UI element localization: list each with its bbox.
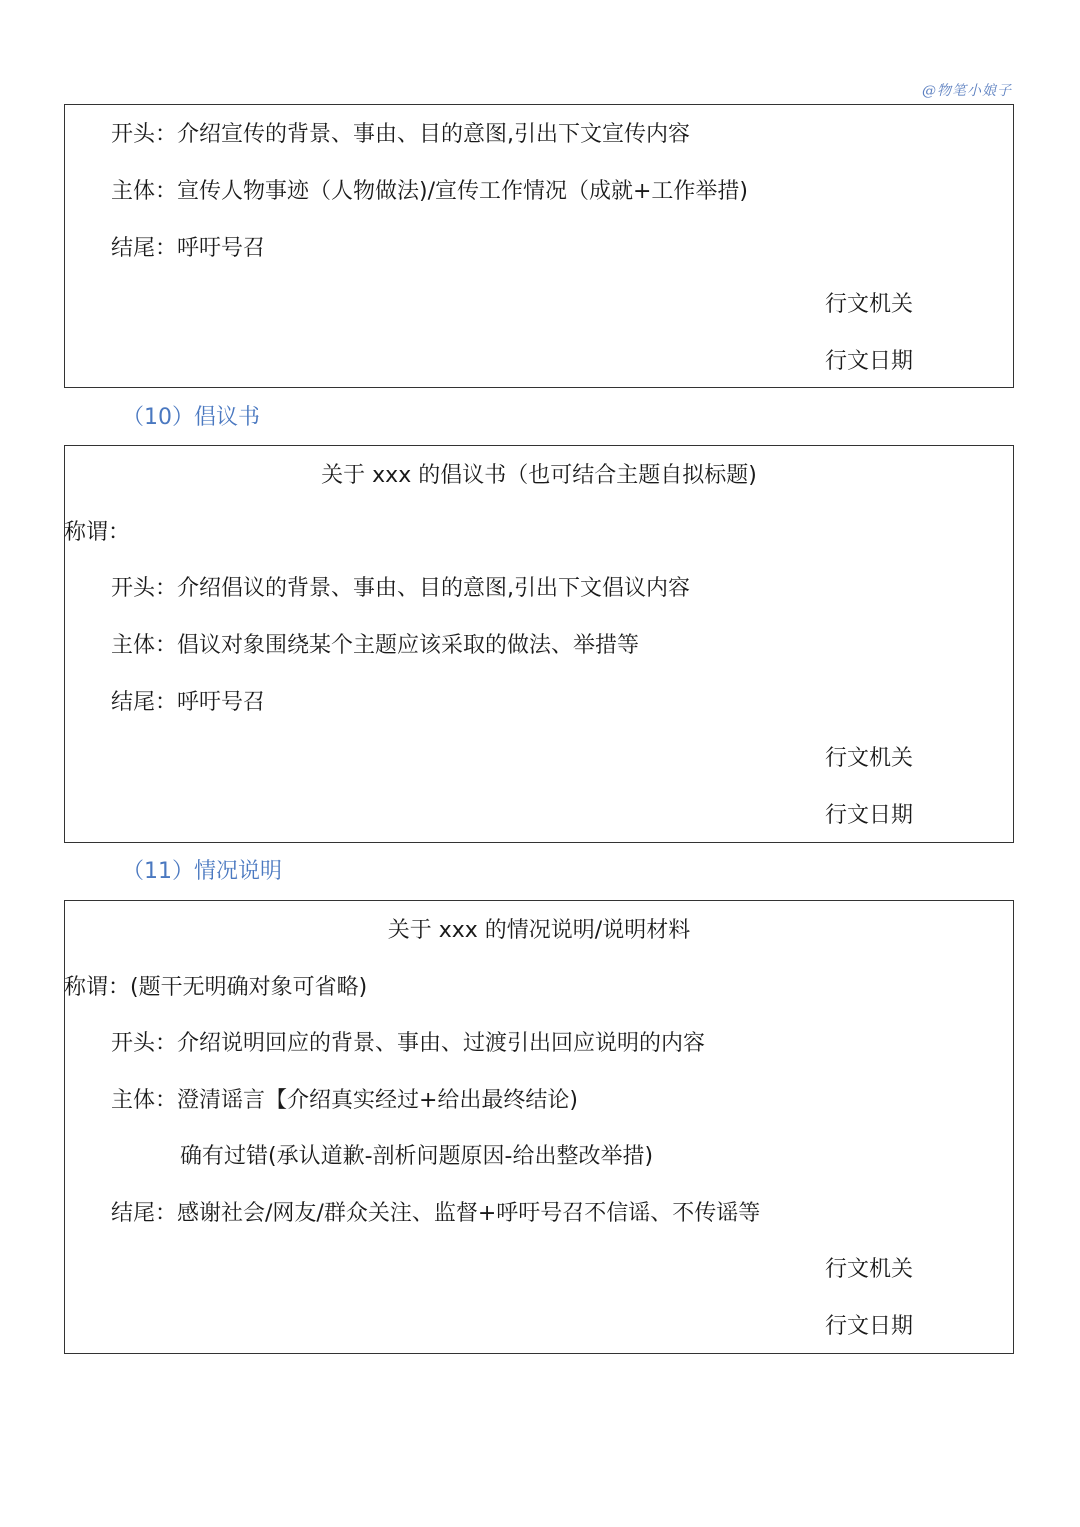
date-line: 行文日期 (825, 803, 914, 828)
template-box-publicity (64, 104, 1014, 388)
ending-line: 结尾：感谢社会/网友/群众关注、监督+呼吁号召不信谣、不传谣等 (111, 1201, 761, 1226)
section-heading-11: （11）情况说明 (122, 859, 282, 884)
body-line-secondary: 确有过错(承认道歉-剖析问题原因-给出整改举措) (180, 1144, 654, 1169)
issuer-line: 行文机关 (825, 292, 914, 317)
doc-title: 关于 xxx 的倡议书（也可结合主题自拟标题) (321, 463, 757, 488)
body-line: 主体：宣传人物事迹（人物做法)/宣传工作情况（成就+工作举措) (111, 179, 749, 204)
template-box-proposal (64, 445, 1014, 843)
ending-line: 结尾：呼吁号召 (111, 236, 266, 261)
body-line: 主体：倡议对象围绕某个主题应该采取的做法、举措等 (111, 633, 640, 658)
template-box-explanation (64, 900, 1014, 1354)
watermark: @物笔小娘子 (922, 83, 1012, 99)
opening-line: 开头：介绍宣传的背景、事由、目的意图,引出下文宣传内容 (111, 122, 690, 147)
date-line: 行文日期 (825, 1314, 914, 1339)
opening-line: 开头：介绍说明回应的背景、事由、过渡引出回应说明的内容 (111, 1031, 706, 1056)
salutation-line: 称谓： (64, 520, 131, 545)
date-line: 行文日期 (825, 349, 914, 374)
issuer-line: 行文机关 (825, 1257, 914, 1282)
ending-line: 结尾：呼吁号召 (111, 690, 266, 715)
body-line: 主体：澄清谣言【介绍真实经过+给出最终结论) (111, 1088, 579, 1113)
issuer-line: 行文机关 (825, 746, 914, 771)
salutation-line: 称谓：(题干无明确对象可省略) (64, 975, 368, 1000)
section-heading-10: （10）倡议书 (122, 405, 260, 430)
doc-title: 关于 xxx 的情况说明/说明材料 (387, 918, 691, 943)
opening-line: 开头：介绍倡议的背景、事由、目的意图,引出下文倡议内容 (111, 576, 690, 601)
